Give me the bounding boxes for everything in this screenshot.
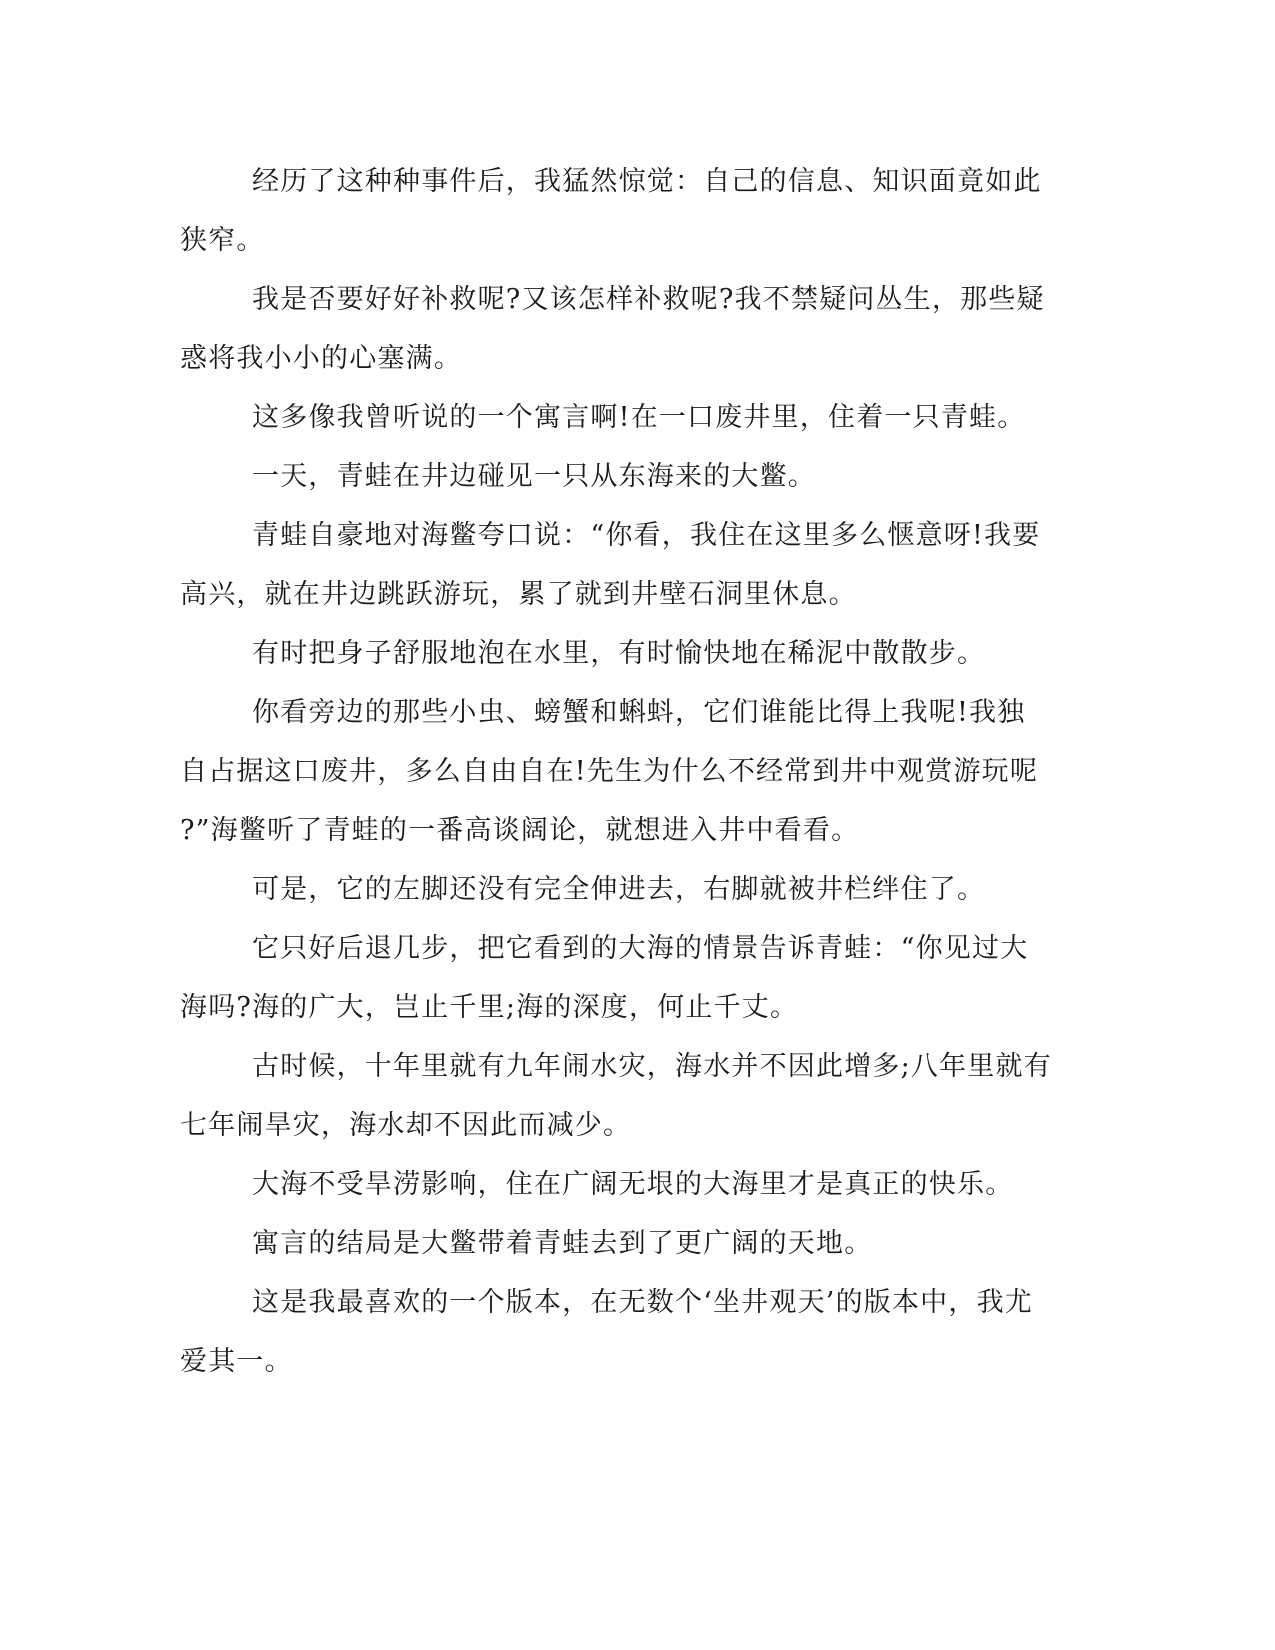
- text-line: 古时候，十年里就有九年闹水灾，海水并不因此增多;八年里就有: [252, 1051, 1052, 1082]
- body-text: [180, 152, 1052, 1391]
- text-line: 七年闹旱灾，海水却不因此而减少。: [180, 1110, 632, 1141]
- text-line: 这是我最喜欢的一个版本，在无数个‘坐井观天’的版本中，我尤: [252, 1287, 1033, 1318]
- text-line: 寓言的结局是大鳖带着青蛙去到了更广阔的天地。: [252, 1228, 873, 1259]
- text-line: 惑将我小小的心塞满。: [180, 343, 462, 374]
- text-line: 高兴，就在井边跳跃游玩，累了就到井壁石洞里休息。: [180, 579, 857, 610]
- text-line: 大海不受旱涝影响，住在广阔无垠的大海里才是真正的快乐。: [252, 1169, 1014, 1200]
- text-line: 可是，它的左脚还没有完全伸进去，右脚就被井栏绊住了。: [252, 874, 986, 905]
- text-line: 狭窄。: [180, 225, 265, 256]
- text-line: 一天，青蛙在井边碰见一只从东海来的大鳖。: [252, 461, 816, 492]
- text-line: 我是否要好好补救呢?又该怎样补救呢?我不禁疑问丛生，那些疑: [252, 284, 1045, 315]
- text-line: 有时把身子舒服地泡在水里，有时愉快地在稀泥中散散步。: [252, 638, 986, 669]
- text-line: ?”海鳖听了青蛙的一番高谈阔论，就想进入井中看看。: [180, 815, 860, 846]
- text-line: 它只好后退几步，把它看到的大海的情景告诉青蛙：“你见过大: [252, 933, 1029, 964]
- text-line: 这多像我曾听说的一个寓言啊!在一口废井里，住着一只青蛙。: [252, 402, 1026, 433]
- text-line: 爱其一。: [180, 1346, 293, 1377]
- text-line: 青蛙自豪地对海鳖夸口说：“你看，我住在这里多么惬意呀!我要: [252, 520, 1041, 551]
- text-line: 你看旁边的那些小虫、螃蟹和蝌蚪，它们谁能比得上我呢!我独: [252, 697, 1026, 728]
- text-line: 自占据这口废井，多么自由自在!先生为什么不经常到井中观赏游玩呢: [180, 756, 1039, 787]
- text-line: 海吗?海的广大，岂止千里;海的深度，何止千丈。: [180, 992, 799, 1023]
- text-line: 经历了这种种事件后，我猛然惊觉：自己的信息、知识面竟如此: [252, 166, 1042, 197]
